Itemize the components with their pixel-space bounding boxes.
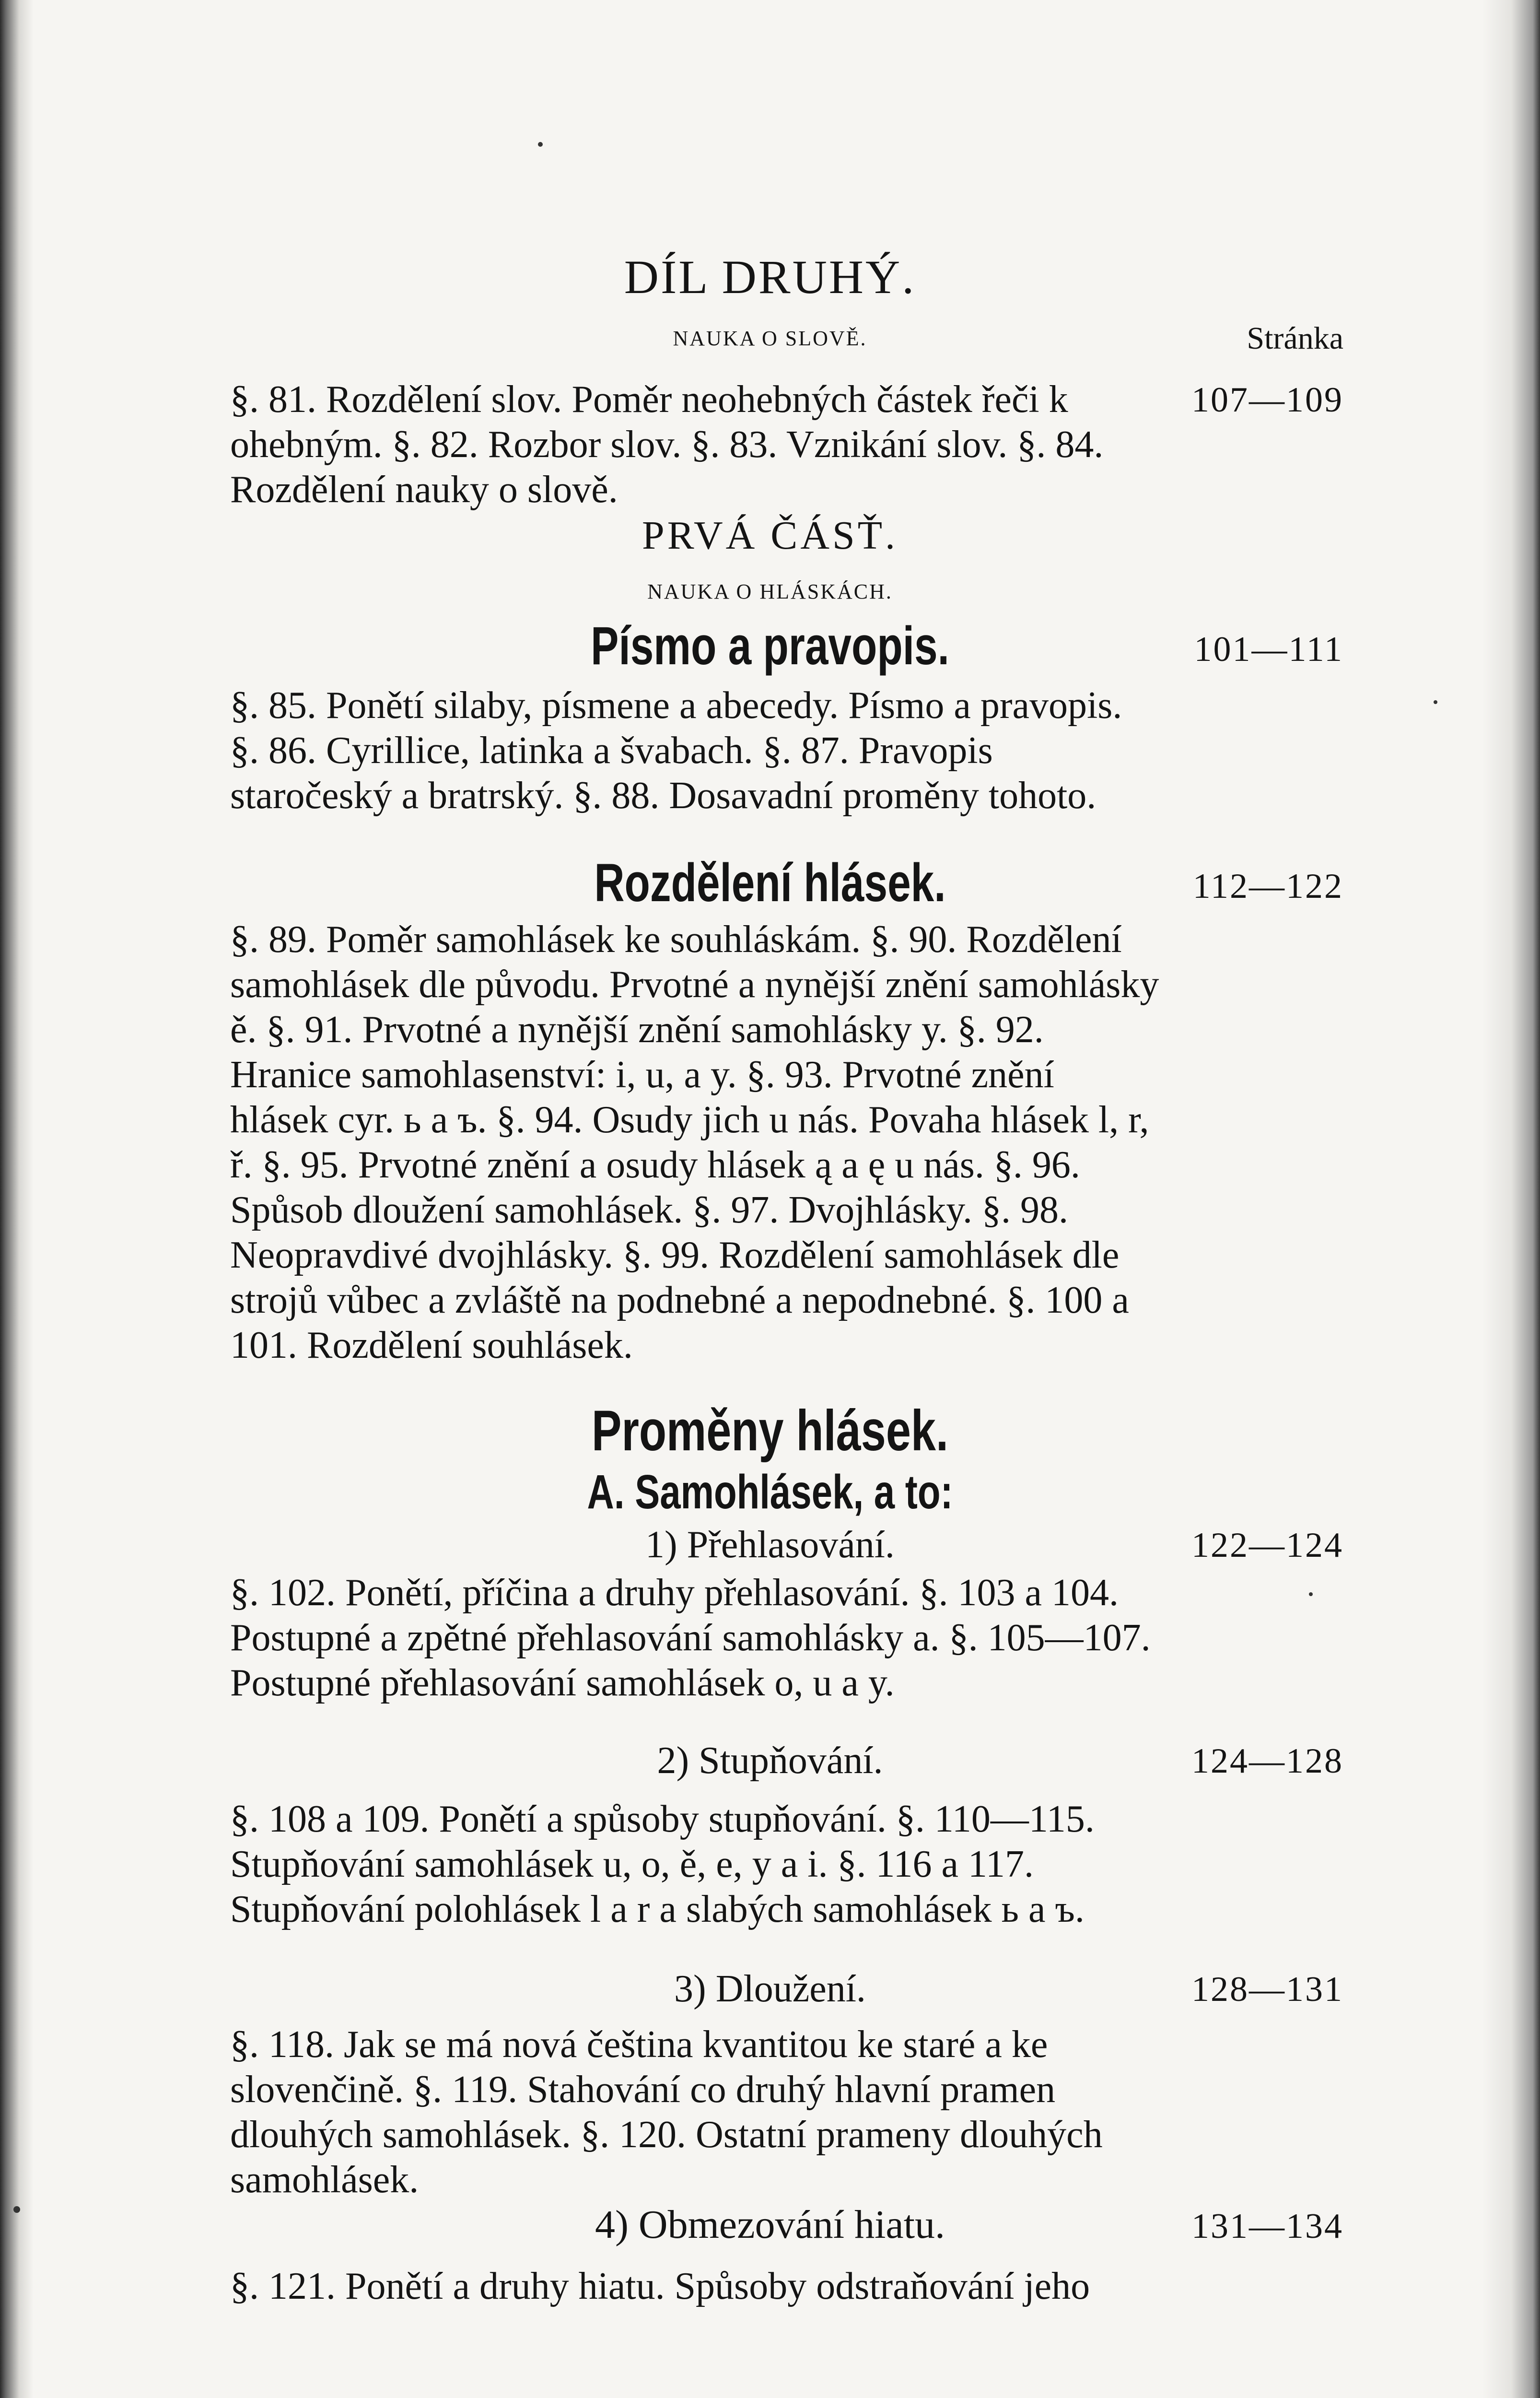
section-heading-writing: Písmo a pravopis. xyxy=(591,616,949,676)
subsection-pages-hiatus: 131—134 xyxy=(1191,2207,1343,2246)
section-text-writing: §. 85. Ponětí silaby, písmene a abecedy. Písmo a pravopis. §. 86. Cyrillice, latinka a švabach. §. 87. Pravopis staročeský a bratrský. §. 88. Dosavadní proměny tohoto. xyxy=(230,684,1122,817)
right-page-edge xyxy=(1482,0,1540,2398)
subsection-title-hiatus: 4) Obmezování hiatu. xyxy=(595,2202,945,2247)
subsection-title-gradation: 2) Stupňování. xyxy=(657,1740,883,1782)
subsection-text-lengthening: §. 118. Jak se má nová čeština kvantitou ke staré a ke slovenčině. §. 119. Stahování co druhý hlavní pramen dlouhých samohlásek. §. 120. Ostatní prameny dlouhých samohlásek. xyxy=(230,2023,1103,2201)
left-page-edge xyxy=(0,0,34,2398)
page-column-header: Stránka xyxy=(1247,321,1343,356)
print-speck xyxy=(538,142,543,147)
intro-text: §. 81. Rozdělení slov. Poměr neohebných částek řeči k ohebným. §. 82. Rozbor slov. §. 83. Vznikání slov. §. 84. Rozdělení nauky o slově. xyxy=(230,378,1104,511)
subsection-pages-lengthening: 128—131 xyxy=(1191,1970,1343,2009)
subsection-text-gradation: §. 108 a 109. Ponětí a spůsoby stupňování. §. 110—115. Stupňování samohlásek u, o, ě, e, y a i. §. 116 a 117. Stupňování polohlásek l a r a slabých samohlásek ь a ъ. xyxy=(230,1798,1095,1930)
subsection-title-lengthening: 3) Dloužení. xyxy=(674,1968,866,2010)
print-speck xyxy=(1309,1592,1313,1596)
part-one-title: PRVÁ ČÁSŤ. xyxy=(642,513,898,558)
section-heading-sound-division: Rozdělení hlásek. xyxy=(594,853,946,913)
subsection-pages-gradation: 124—128 xyxy=(1191,1741,1343,1781)
subsection-pages-umlaut: 122—124 xyxy=(1191,1526,1343,1565)
part-one-subtitle: NAUKA O HLÁSKÁCH. xyxy=(647,580,893,603)
section-pages-writing: 101—111 xyxy=(1194,630,1343,669)
print-speck xyxy=(13,2206,20,2213)
part-two-title: DÍL DRUHÝ. xyxy=(624,250,916,304)
changes-subheading: A. Samohlásek, a to: xyxy=(587,1465,953,1519)
subsection-title-umlaut: 1) Přehlasování. xyxy=(645,1524,895,1566)
part-two-subtitle: NAUKA O SLOVĚ. xyxy=(673,327,867,350)
intro-pages: 107—109 xyxy=(1191,380,1343,420)
section-pages-sound-division: 112—122 xyxy=(1192,867,1343,906)
subsection-text-umlaut: §. 102. Ponětí, příčina a druhy přehlasování. §. 103 a 104. Postupné a zpětné přehlasování samohlásky a. §. 105—107. Postupné přehlasování samohlásek o, u a y. xyxy=(230,1572,1151,1704)
subsection-text-hiatus: §. 121. Ponětí a druhy hiatu. Spůsoby odstraňování jeho xyxy=(230,2265,1090,2307)
section-text-sound-division: §. 89. Poměr samohlásek ke souhláskám. §. 90. Rozdělení samohlásek dle původu. Prvotné a nynější znění samohlásky ě. §. 91. Prvotné a nynější znění samohlásky y. §. 92. Hranice samohlasenství: i, u, a y. §. 93. Prvotné znění hlásek cyr. ь a ъ. §. 94. Osudy jich u nás. Povaha hlásek l, r, ř. §. 95. Prvotné znění a osudy hlásek ą a ę u nás. §. 96. Spůsob dloužení samohlásek. §. 97. Dvojhlásky. §. 98. Neopravdivé dvojhlásky. §. 99. Rozdělení samohlásek dle strojů vůbec a zvláště na podnebné a nepodnebné. §. 100 a 101. Rozdělení souhlásek. xyxy=(230,918,1159,1366)
print-speck xyxy=(1434,700,1437,704)
changes-heading: Proměny hlásek. xyxy=(592,1399,948,1463)
